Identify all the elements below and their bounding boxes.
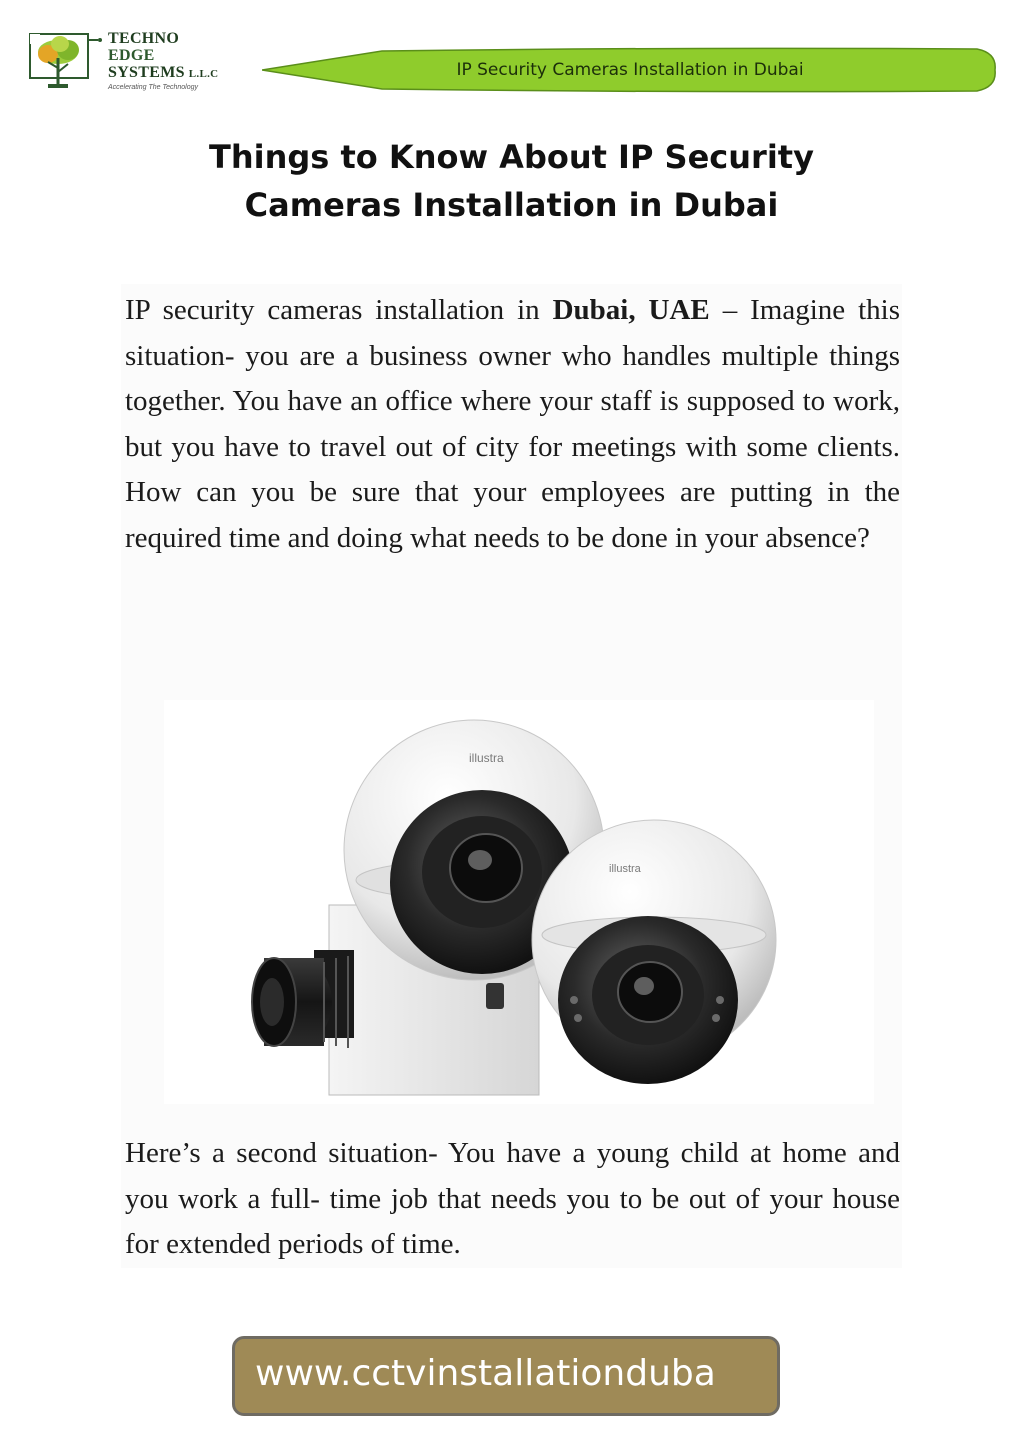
- title-line-2: Cameras Installation in Dubai: [244, 186, 779, 224]
- dome-camera-small: [532, 820, 776, 1084]
- second-paragraph: Here’s a second situation- You have a young child at home and you work a full- time job that needs you to be out of your house for extended periods of time.: [125, 1137, 900, 1260]
- intro-location: Dubai, UAE: [552, 294, 710, 326]
- title-line-1: Things to Know About IP Security: [209, 138, 814, 176]
- banner-title: IP Security Cameras Installation in Dubai: [456, 60, 804, 80]
- brand-label-large: illustra: [469, 751, 504, 765]
- website-link-box[interactable]: [232, 1336, 780, 1416]
- page-title: [60, 133, 963, 229]
- ip-cameras-illustration: [164, 700, 874, 1104]
- company-logo: [28, 28, 248, 98]
- logo-line-3: [108, 64, 218, 83]
- logo-line-3-text: SYSTEMS: [108, 64, 185, 81]
- camera-photo: [164, 700, 874, 1104]
- logo-tagline: Accelerating The Technology: [108, 84, 199, 91]
- logo-line-1: TECHNO: [108, 30, 180, 47]
- logo-line-2: EDGE: [108, 47, 155, 64]
- website-url[interactable]: www.cctvinstallationduba: [255, 1353, 716, 1394]
- brand-label-small: illustra: [609, 863, 641, 875]
- cloud-tree-logo-icon: [28, 28, 104, 96]
- intro-rest: – Imagine this situation- you are a business owner who handles multiple things together. You have an office where your staff is supposed to work, but you have to travel out of city for meetings with some clients. How can you be sure that your employees are putting in the required time and doing what needs to be done in your absence?: [125, 294, 900, 554]
- intro-lead: IP security cameras installation in: [125, 294, 553, 326]
- logo-wordmark: [108, 30, 218, 91]
- logo-suffix: L.L.C: [188, 68, 219, 80]
- intro-paragraph: [125, 288, 900, 561]
